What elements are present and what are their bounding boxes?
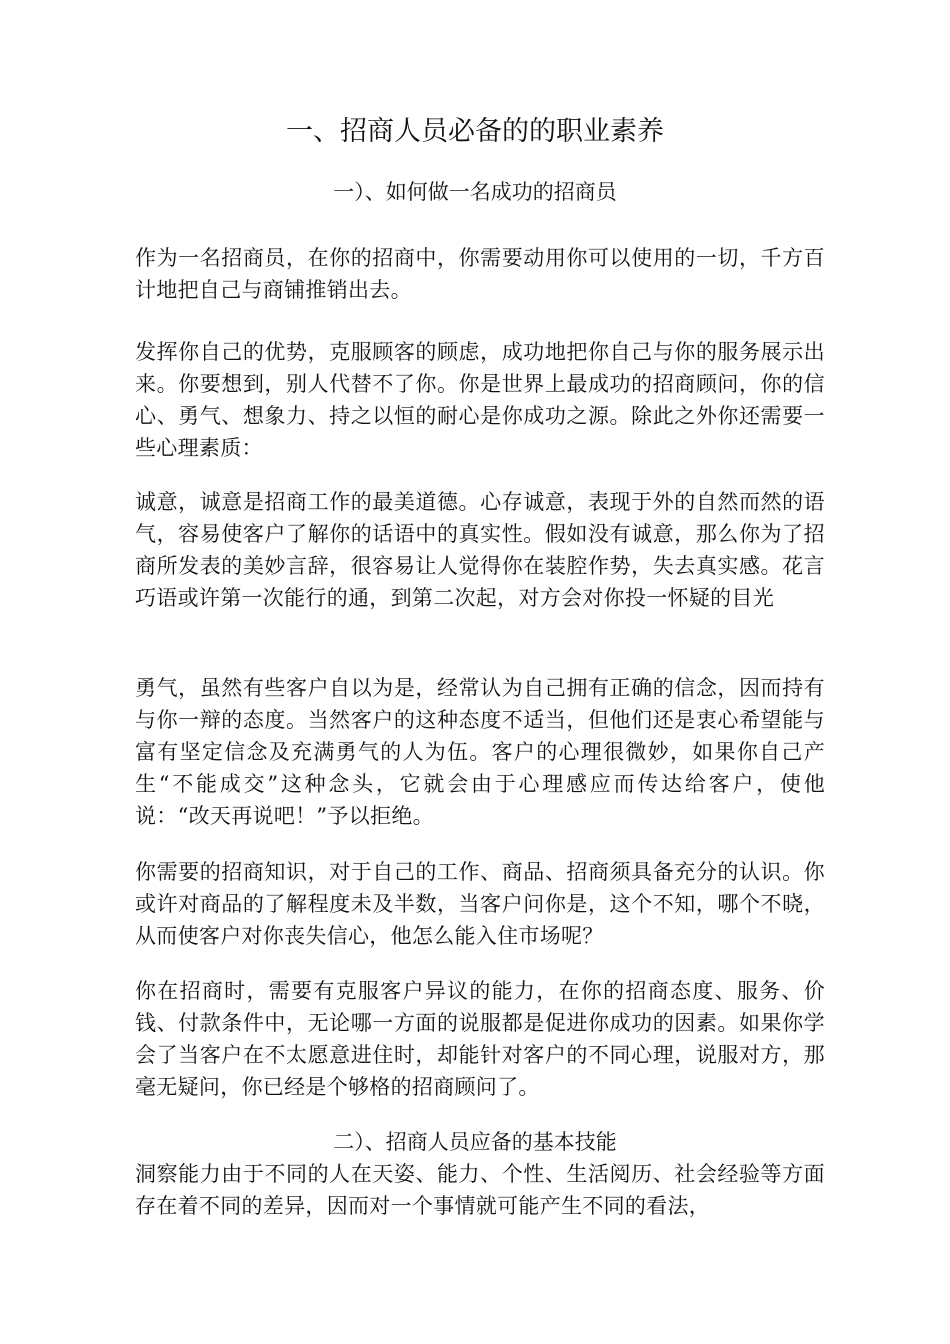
paragraph-4: 勇气，虽然有些客户自以为是，经常认为自己拥有正确的信念，因而持有与你一辩的态度。当然客户的这种态度不适当，但他们还是衷心希望能与富有坚定信念及充满勇气的人为伍。客户的心理很微妙，如果你自己产生“不能成交”这种念头，它就会由于心理感应而传达给客户，使他说：“改天再说吧！”予以拒绝。 (135, 676, 825, 828)
paragraph-6: 你在招商时，需要有克服客户异议的能力，在你的招商态度、服务、价钱、付款条件中，无论哪一方面的说服都是促进你成功的因素。如果你学会了当客户在不太愿意进住时，却能针对客户的不同心理，说服对方，那毫无疑问，你已经是个够格的招商顾问了。 (135, 979, 825, 1099)
section-heading-1: 一）、如何做一名成功的招商员 (333, 180, 617, 204)
paragraph-7: 洞察能力由于不同的人在天姿、能力、个性、生活阅历、社会经验等方面存在着不同的差异，因而对一个事情就可能产生不同的看法， (135, 1162, 825, 1218)
section-heading-2: 二）、招商人员应备的基本技能 (333, 1130, 617, 1154)
document-title: 一、招商人员必备的的职业素养 (286, 116, 664, 147)
paragraph-3: 诚意，诚意是招商工作的最美道德。心存诚意，表现于外的自然而然的语气，容易使客户了解你的话语中的真实性。假如没有诚意，那么你为了招商所发表的美妙言辞，很容易让人觉得你在装腔作势，失去真实感。花言巧语或许第一次能行的通，到第二次起，对方会对你投一怀疑的目光 (135, 490, 825, 610)
paragraph-1: 作为一名招商员，在你的招商中，你需要动用你可以使用的一切，千方百计地把自己与商铺推销出去。 (135, 246, 825, 302)
paragraph-2: 发挥你自己的优势，克服顾客的顾虑，成功地把你自己与你的服务展示出来。你要想到，别人代替不了你。你是世界上最成功的招商顾问，你的信心、勇气、想象力、持之以恒的耐心是你成功之源。除此之外你还需要一些心理素质： (135, 340, 825, 460)
paragraph-5: 你需要的招商知识，对于自己的工作、商品、招商须具备充分的认识。你或许对商品的了解程度未及半数，当客户问你是，这个不知，哪个不晓，从而使客户对你丧失信心，他怎么能入住市场呢？ (135, 860, 825, 948)
